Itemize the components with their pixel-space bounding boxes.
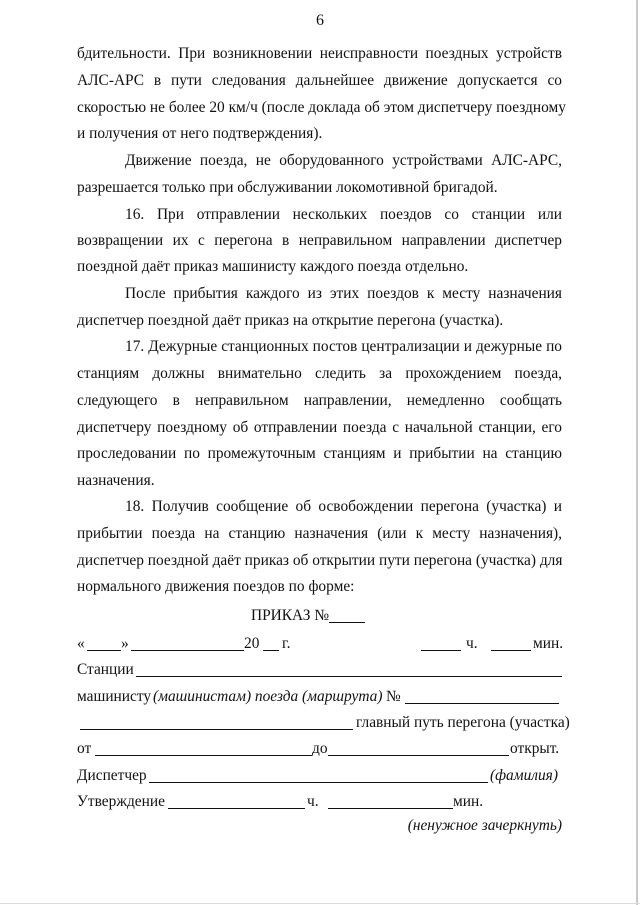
strike-note-row — [77, 816, 562, 836]
text-line: следующего в неправильном направлении, немедленно сообщать — [77, 392, 562, 409]
text-line: проследовании по промежуточным станциям и прибытии на станцию — [77, 445, 562, 462]
hours-field — [421, 634, 461, 651]
text-line: диспетчер поездной даёт приказ об открытии пути перегона (участка) для — [77, 552, 563, 569]
text-line: диспетчеру поездному об отправлении поезда с начальной станции, его — [77, 419, 562, 436]
page-number: 6 — [316, 12, 324, 29]
minutes-field — [491, 634, 531, 651]
text-line: разрешается только при обслуживании локомотивной бригадой. — [77, 179, 498, 196]
month-field — [131, 634, 244, 651]
text-line: 18. Получив сообщение об освобождении перегона (участка) и — [125, 498, 562, 515]
date-time-row: « » 20 г. ч. мин. — [77, 635, 564, 652]
approval-minutes-field — [328, 792, 453, 809]
text-line: нормального движения поездов по форме: — [77, 578, 355, 595]
page-edge-shadow — [636, 0, 638, 905]
to-station-field — [328, 739, 509, 756]
year-field — [263, 634, 279, 651]
approval-hours-field — [168, 792, 305, 809]
from-station-field — [95, 739, 312, 756]
text-line: АЛС-АРС в пути следования дальнейшее движение допускается со — [77, 72, 562, 89]
text-line: 16. При отправлении нескольких поездов со станции или — [125, 206, 562, 223]
text-line: Движение поезда, не оборудованного устройствами АЛС-АРС, — [125, 152, 562, 169]
stations-field — [136, 660, 562, 677]
text-line: возвращении их с перегона в неправильном направлении диспетчер — [77, 232, 562, 249]
dispatcher-row: Диспетчер (фамилия) — [77, 767, 558, 784]
text-line: 17. Дежурные станционных постов централизации и дежурные по — [125, 338, 562, 355]
stations-row: Станции — [77, 660, 562, 680]
order-title: ПРИКАЗ № — [0, 606, 628, 626]
text-line: назначения. — [77, 472, 155, 489]
from-to-row: от до открыт. — [77, 740, 560, 757]
text-line: прибытии поезда на станцию назначения (или к месту назначения), — [77, 525, 562, 542]
text-line: станциям должны внимательно следить за прохождением поезда, — [77, 365, 562, 382]
order-number-field — [329, 606, 365, 623]
track-field — [80, 713, 353, 730]
day-field — [87, 634, 121, 651]
driver-row: машинисту (машинистам) поезда (маршрута) № — [77, 687, 562, 707]
strike-note: (ненужное зачеркнуть) — [407, 817, 562, 834]
text-line: После прибытия каждого из этих поездов к месту назначения — [125, 285, 562, 302]
text-line: скоростью не более 20 км/ч (после доклада об этом диспетчеру поездному — [77, 99, 566, 116]
approval-row: Утверждение ч. мин. — [77, 793, 484, 810]
text-line: диспетчер поездной даёт приказ на открытие перегона (участка). — [77, 312, 504, 329]
text-line: бдительности. При возникновении неисправности поездных устройств — [77, 45, 562, 62]
text-line: и получения от него подтверждения). — [77, 125, 323, 142]
dispatcher-field — [149, 766, 488, 783]
text-line: поездной даёт приказ машинисту каждого поезда отдельно. — [77, 258, 469, 275]
train-number-field — [405, 687, 559, 704]
page-edge-bottom — [0, 903, 640, 904]
main-track-row: главный путь перегона (участка) — [77, 713, 562, 733]
